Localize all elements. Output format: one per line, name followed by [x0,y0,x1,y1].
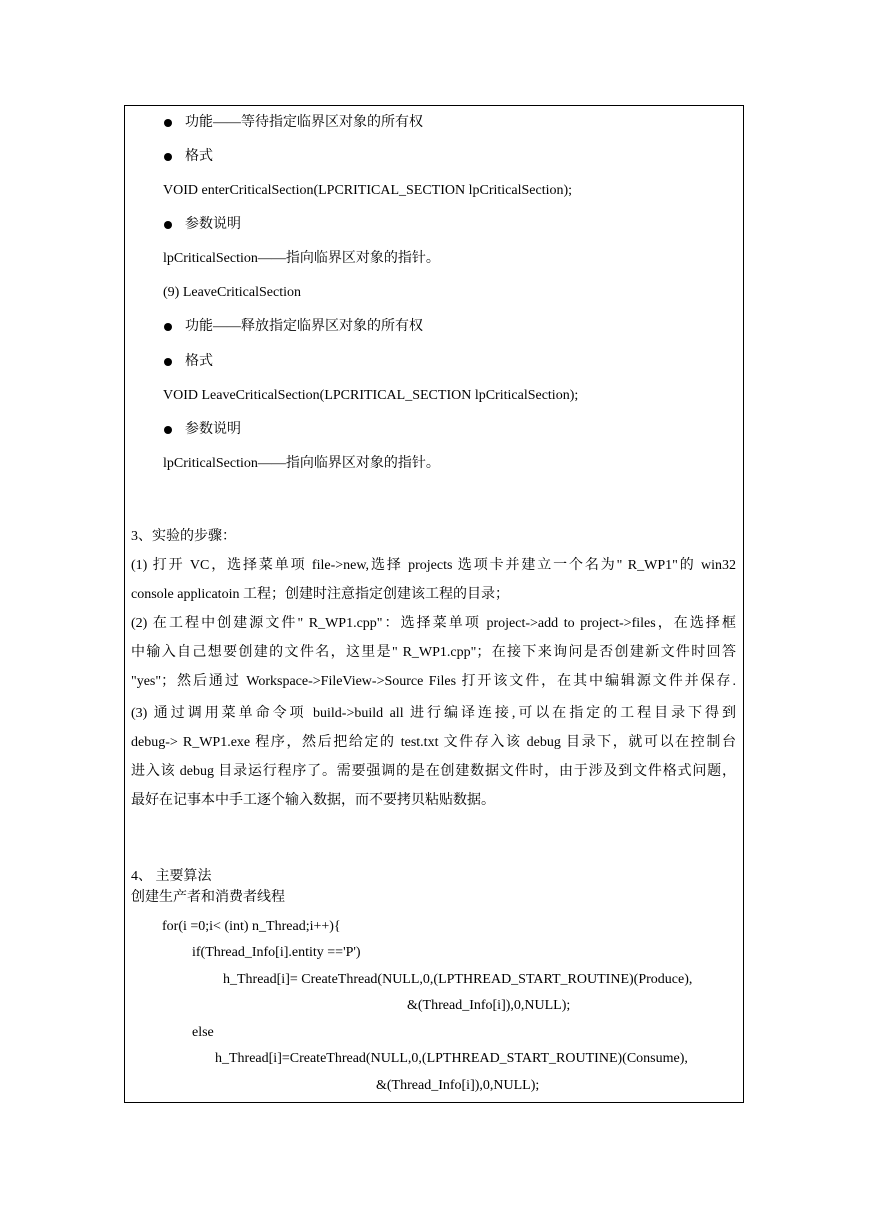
text-line: lpCriticalSection——指向临界区对象的指针。 [163,456,440,471]
text-line: (1) 打开 VC，选择菜单项 file->new,选择 projects 选项卡并建立一个名为" R_WP1"的 win32 [131,558,736,573]
bullet-text: 格式 [185,149,213,164]
bullet-dot [164,153,172,161]
bullet-text: 参数说明 [185,422,241,437]
text-line: debug-> R_WP1.exe 程序，然后把给定的 test.txt 文件存入该 debug 目录下，就可以在控制台 [131,735,736,750]
section-heading: 3、实验的步骤： [131,529,236,544]
code-line: VOID enterCriticalSection(LPCRITICAL_SECTION lpCriticalSection); [163,183,573,198]
code-line: else [192,1025,214,1040]
code-line: h_Thread[i]= CreateThread(NULL,0,(LPTHREAD_START_ROUTINE)(Produce), [223,972,693,987]
code-line: h_Thread[i]=CreateThread(NULL,0,(LPTHREAD_START_ROUTINE)(Consume), [215,1051,688,1066]
text-line: (2) 在工程中创建源文件" R_WP1.cpp"：选择菜单项 project->add to project->files，在选择框 [131,616,736,631]
text-line: (3) 通过调用菜单命令项 build->build all 进行编译连接,可以在指定的工程目录下得到 [131,706,736,721]
code-line: VOID LeaveCriticalSection(LPCRITICAL_SECTION lpCriticalSection); [163,388,579,403]
text-line: 创建生产者和消费者线程 [131,890,285,905]
text-line: 中输入自己想要创建的文件名，这里是" R_WP1.cpp"；在接下来询问是否创建新文件时回答 [131,645,736,660]
bullet-dot [164,221,172,229]
section-heading: 4、 主要算法 [131,869,212,884]
bullet-text: 功能——等待指定临界区对象的所有权 [185,115,423,130]
text-line: console applicatoin 工程；创建时注意指定创建该工程的目录； [131,587,509,602]
bullet-dot [164,358,172,366]
bullet-text: 参数说明 [185,217,241,232]
code-line: &(Thread_Info[i]),0,NULL); [407,998,571,1013]
text-line: "yes"；然后通过 Workspace->FileView->Source Files 打开该文件，在其中编辑源文件并保存. [131,674,736,689]
bullet-text: 格式 [185,354,213,369]
code-line: if(Thread_Info[i].entity =='P') [192,945,361,960]
code-line: &(Thread_Info[i]),0,NULL); [376,1078,540,1093]
bullet-dot [164,426,172,434]
text-line: lpCriticalSection——指向临界区对象的指针。 [163,251,440,266]
bullet-dot [164,323,172,331]
bullet-dot [164,119,172,127]
text-line: 进入该 debug 目录运行程序了。需要强调的是在创建数据文件时，由于涉及到文件格式问题， [131,764,736,779]
section-heading: (9) LeaveCriticalSection [163,285,301,300]
code-line: for(i =0;i< (int) n_Thread;i++){ [162,919,341,934]
bullet-text: 功能——释放指定临界区对象的所有权 [185,319,423,334]
text-line: 最好在记事本中手工逐个输入数据，而不要拷贝粘贴数据。 [131,793,495,808]
